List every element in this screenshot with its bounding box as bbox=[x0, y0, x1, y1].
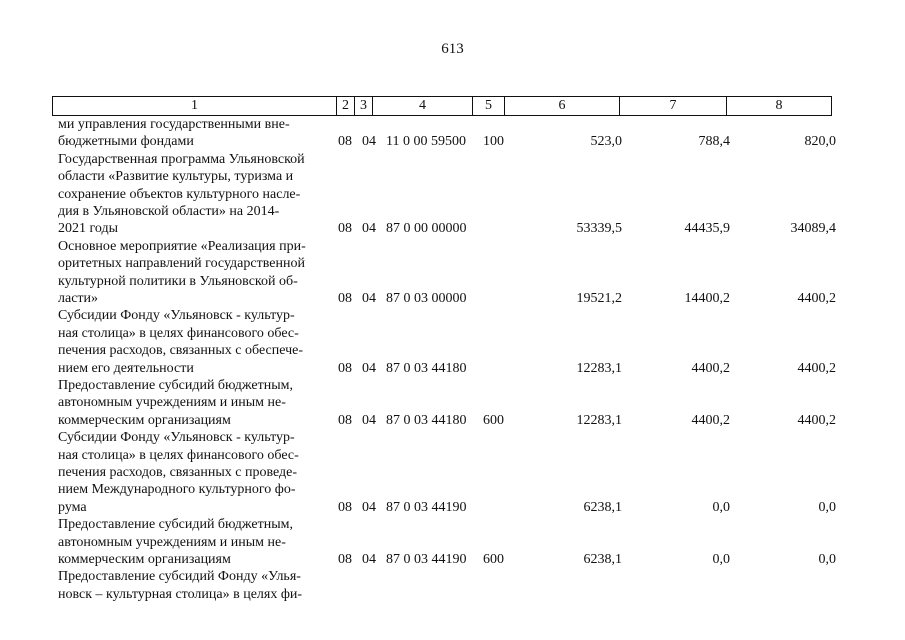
description-line: нием Международного культурного фо- bbox=[58, 482, 296, 498]
description-line: культурной политики в Ульяновской об- bbox=[58, 273, 298, 289]
description-line: 2021 годы bbox=[58, 221, 119, 237]
description-line: Субсидии Фонду «Ульяновск - культур- bbox=[58, 308, 295, 324]
amount-col-8: 0,0 bbox=[818, 551, 836, 567]
column-header-8: 8 bbox=[727, 97, 832, 116]
description-line: оритетных направлений государственной bbox=[58, 256, 305, 272]
column-header-4: 4 bbox=[373, 97, 473, 116]
table-row bbox=[0, 151, 905, 238]
amount-col-7: 0,0 bbox=[712, 499, 730, 515]
amount-col-7: 44435,9 bbox=[684, 221, 730, 237]
description-line: автономным учреждениям и иным не- bbox=[58, 395, 286, 411]
description-line: Основное мероприятие «Реализация при- bbox=[58, 238, 306, 254]
expense-type-code: 100 bbox=[483, 134, 504, 150]
description-line: коммерческим организациям bbox=[58, 412, 231, 428]
amount-col-6: 6238,1 bbox=[583, 499, 622, 515]
row-description bbox=[58, 568, 330, 603]
amount-col-8: 34089,4 bbox=[790, 221, 836, 237]
description-line: ная столица» в целях финансового обес- bbox=[58, 447, 299, 463]
column-header-row bbox=[52, 96, 832, 116]
subsection-code: 04 bbox=[362, 134, 376, 150]
description-line: рума bbox=[58, 499, 87, 515]
subsection-code: 04 bbox=[362, 499, 376, 515]
target-item-code: 11 0 00 59500 bbox=[386, 134, 466, 150]
amount-col-8: 4400,2 bbox=[797, 360, 836, 376]
table-row bbox=[0, 116, 905, 151]
table-row bbox=[0, 307, 905, 377]
description-line: нием его деятельности bbox=[58, 360, 194, 376]
description-line: печения расходов, связанных с проведе- bbox=[58, 465, 298, 480]
section-code: 08 bbox=[338, 551, 352, 567]
section-code: 08 bbox=[338, 412, 352, 428]
description-line: ласти» bbox=[58, 291, 99, 307]
target-item-code: 87 0 00 00000 bbox=[386, 221, 467, 237]
description-line: ми управления государственными вне- bbox=[58, 117, 290, 132]
description-line: Субсидии Фонду «Ульяновск - культур- bbox=[58, 430, 295, 446]
description-line: новск – культурная столица» в целях фи- bbox=[58, 586, 303, 602]
description-line: Предоставление субсидий бюджетным, bbox=[58, 378, 294, 393]
description-line: ная столица» в целях финансового обес- bbox=[58, 325, 299, 341]
column-header-7: 7 bbox=[620, 97, 727, 116]
expense-type-code: 600 bbox=[483, 412, 504, 428]
table-row bbox=[0, 238, 905, 308]
section-code: 08 bbox=[338, 134, 352, 150]
subsection-code: 04 bbox=[362, 290, 376, 306]
column-header-1: 1 bbox=[53, 97, 337, 116]
column-header-3: 3 bbox=[355, 97, 373, 116]
description-line: сохранение объектов культурного насле- bbox=[58, 186, 301, 202]
section-code: 08 bbox=[338, 221, 352, 237]
amount-col-8: 4400,2 bbox=[797, 290, 836, 306]
description-line: области «Развитие культуры, туризма и bbox=[58, 169, 294, 185]
row-description bbox=[58, 151, 330, 238]
table-row bbox=[0, 568, 905, 603]
description-line: Предоставление субсидий бюджетным, bbox=[58, 517, 294, 533]
target-item-code: 87 0 03 44190 bbox=[386, 551, 467, 567]
description-line: бюджетными фондами bbox=[58, 134, 194, 150]
target-item-code: 87 0 03 44190 bbox=[386, 499, 467, 515]
table-row bbox=[0, 429, 905, 516]
section-code: 08 bbox=[338, 290, 352, 306]
amount-col-7: 788,4 bbox=[698, 134, 730, 150]
subsection-code: 04 bbox=[362, 360, 376, 376]
row-description bbox=[58, 307, 330, 377]
subsection-code: 04 bbox=[362, 221, 376, 237]
row-description bbox=[58, 238, 330, 308]
subsection-code: 04 bbox=[362, 551, 376, 567]
expense-type-code: 600 bbox=[483, 551, 504, 567]
description-line: коммерческим организациям bbox=[58, 552, 231, 567]
amount-col-7: 14400,2 bbox=[684, 290, 730, 306]
target-item-code: 87 0 03 00000 bbox=[386, 290, 467, 306]
amount-col-6: 53339,5 bbox=[576, 221, 622, 237]
row-description bbox=[58, 377, 330, 429]
amount-col-7: 0,0 bbox=[712, 551, 730, 567]
amount-col-6: 12283,1 bbox=[576, 412, 622, 428]
amount-col-6: 12283,1 bbox=[576, 360, 622, 376]
subsection-code: 04 bbox=[362, 412, 376, 428]
column-header-2: 2 bbox=[337, 97, 355, 116]
section-code: 08 bbox=[338, 360, 352, 376]
amount-col-8: 4400,2 bbox=[797, 412, 836, 428]
description-line: автономным учреждениям и иным не- bbox=[58, 534, 286, 550]
row-description bbox=[58, 516, 330, 568]
amount-col-8: 0,0 bbox=[818, 499, 836, 515]
description-line: Государственная программа Ульяновской bbox=[58, 151, 305, 167]
section-code: 08 bbox=[338, 499, 352, 515]
row-description bbox=[58, 429, 330, 516]
target-item-code: 87 0 03 44180 bbox=[386, 360, 467, 376]
column-header-6: 6 bbox=[505, 97, 620, 116]
amount-col-7: 4400,2 bbox=[691, 412, 730, 428]
table-row bbox=[0, 516, 905, 568]
target-item-code: 87 0 03 44180 bbox=[386, 412, 467, 428]
column-header-5: 5 bbox=[473, 97, 505, 116]
amount-col-6: 523,0 bbox=[590, 134, 622, 150]
amount-col-8: 820,0 bbox=[804, 134, 836, 150]
amount-col-6: 19521,2 bbox=[576, 290, 622, 306]
description-line: дия в Ульяновской области» на 2014- bbox=[58, 204, 280, 220]
amount-col-6: 6238,1 bbox=[583, 551, 622, 567]
page-number: 613 bbox=[441, 41, 464, 57]
description-line: печения расходов, связанных с обеспече- bbox=[58, 343, 303, 359]
description-line: Предоставление субсидий Фонду «Улья- bbox=[58, 569, 301, 585]
row-description bbox=[58, 116, 330, 151]
amount-col-7: 4400,2 bbox=[691, 360, 730, 376]
table-row bbox=[0, 377, 905, 429]
